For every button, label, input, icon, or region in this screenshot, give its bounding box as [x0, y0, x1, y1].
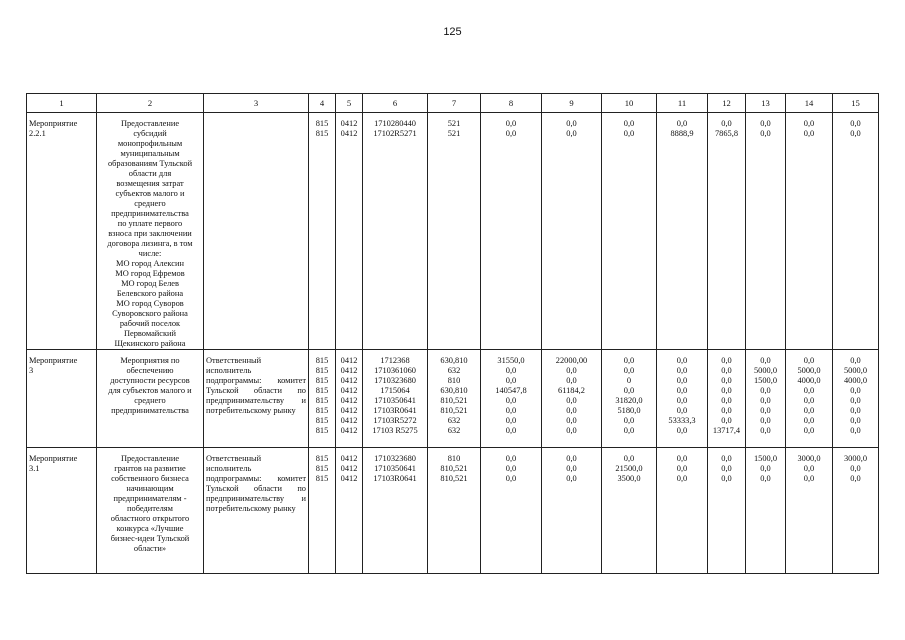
column-header: 13	[746, 94, 786, 113]
responsible-executor: Ответственный исполнитель подпрограммы: комитет Тульской области по предпринимательству и потребительскому рынку	[204, 448, 309, 574]
expense-type-code: 810 810,521 810,521	[428, 448, 481, 574]
amount-cell: 0,0 0,0 0,0	[657, 448, 708, 574]
amount-cell: 0,0 0,0	[786, 113, 833, 350]
table-row	[27, 113, 879, 350]
section-code: 0412 0412 0412 0412 0412 0412 0412 0412	[336, 350, 363, 448]
amount-cell: 0,0 5000,0 1500,0 0,0 0,0 0,0 0,0 0,0	[746, 350, 786, 448]
amount-cell: 0,0 0,0 0,0	[481, 448, 542, 574]
column-header: 8	[481, 94, 542, 113]
amount-cell: 0,0 0,0	[481, 113, 542, 350]
column-header: 10	[602, 94, 657, 113]
amount-cell: 0,0 0,0 0,0	[708, 448, 746, 574]
amount-cell: 0,0 5000,0 4000,0 0,0 0,0 0,0 0,0 0,0	[786, 350, 833, 448]
amount-cell: 0,0 0,0 0,0	[542, 448, 602, 574]
column-header: 1	[27, 94, 97, 113]
table-row	[27, 448, 879, 574]
activity-description: Мероприятия по обеспечению доступности ресурсов для субъектов малого и среднего предпринимательства	[97, 350, 204, 448]
activity-number: Мероприятие 3	[27, 350, 97, 448]
grbs-code: 815 815	[309, 113, 336, 350]
amount-cell: 0,0 0,0	[746, 113, 786, 350]
section-code: 0412 0412 0412	[336, 448, 363, 574]
amount-cell: 1500,0 0,0 0,0	[746, 448, 786, 574]
column-header: 4	[309, 94, 336, 113]
page-number: 125	[443, 26, 462, 38]
amount-cell: 3000,0 0,0 0,0	[833, 448, 879, 574]
amount-cell: 0,0 7865,8	[708, 113, 746, 350]
target-article-code: 1710280440 17102R5271	[363, 113, 428, 350]
amount-cell: 0,0 0,0	[833, 113, 879, 350]
amount-cell: 0,0 5000,0 4000,0 0,0 0,0 0,0 0,0 0,0	[833, 350, 879, 448]
amount-cell: 0,0 0,0 0,0 0,0 0,0 0,0 53333,3 0,0	[657, 350, 708, 448]
activity-description: Предоставление субсидий монопрофильным муниципальным образованиям Тульской области для возмещения затрат субъектов малого и среднего предпринимательства по уплате первого взноса при заключении договора лизинга, в том числе: МО город Алексин МО город Ефремов МО город Белев Белевского района МО город Суворов Суворовского района рабочий поселок Первомайский Щекинского района	[97, 113, 204, 350]
column-header: 15	[833, 94, 879, 113]
amount-cell: 22000,00 0,0 0,0 61184,2 0,0 0,0 0,0 0,0	[542, 350, 602, 448]
column-header: 12	[708, 94, 746, 113]
amount-cell: 0,0 0,0 0 0,0 31820,0 5180,0 0,0 0,0	[602, 350, 657, 448]
column-header: 11	[657, 94, 708, 113]
target-article-code: 1712368 1710361060 1710323680 1715064 1710350641 17103R0641 17103R5272 17103 R5275	[363, 350, 428, 448]
expense-type-code: 521 521	[428, 113, 481, 350]
amount-cell: 0,0 21500,0 3500,0	[602, 448, 657, 574]
activity-description: Предоставление грантов на развитие собственного бизнеса начинающим предпринимателям - победителям областного открытого конкурса «Лучшие бизнес-идеи Тульской области»	[97, 448, 204, 574]
column-header: 6	[363, 94, 428, 113]
activity-number: Мероприятие 3.1	[27, 448, 97, 574]
responsible-executor	[204, 113, 309, 350]
column-header: 2	[97, 94, 204, 113]
amount-cell: 0,0 0,0	[602, 113, 657, 350]
section-code: 0412 0412	[336, 113, 363, 350]
grbs-code: 815 815 815 815 815 815 815 815	[309, 350, 336, 448]
activity-number: Мероприятие 2.2.1	[27, 113, 97, 350]
column-header: 9	[542, 94, 602, 113]
expense-type-code: 630,810 632 810 630,810 810,521 810,521 632 632	[428, 350, 481, 448]
column-header: 14	[786, 94, 833, 113]
amount-cell: 31550,0 0,0 0,0 140547,8 0,0 0,0 0,0 0,0	[481, 350, 542, 448]
column-header: 5	[336, 94, 363, 113]
amount-cell: 0,0 8888,9	[657, 113, 708, 350]
column-header: 3	[204, 94, 309, 113]
amount-cell: 3000,0 0,0 0,0	[786, 448, 833, 574]
target-article-code: 1710323680 1710350641 17103R0641	[363, 448, 428, 574]
budget-table	[26, 93, 879, 574]
table-row	[27, 350, 879, 448]
amount-cell: 0,0 0,0 0,0 0,0 0,0 0,0 0,0 13717,4	[708, 350, 746, 448]
responsible-executor: Ответственный исполнитель подпрограммы: комитет Тульской области по предпринимательству и потребительскому рынку	[204, 350, 309, 448]
column-header: 7	[428, 94, 481, 113]
amount-cell: 0,0 0,0	[542, 113, 602, 350]
grbs-code: 815 815 815	[309, 448, 336, 574]
header-row	[27, 94, 879, 113]
